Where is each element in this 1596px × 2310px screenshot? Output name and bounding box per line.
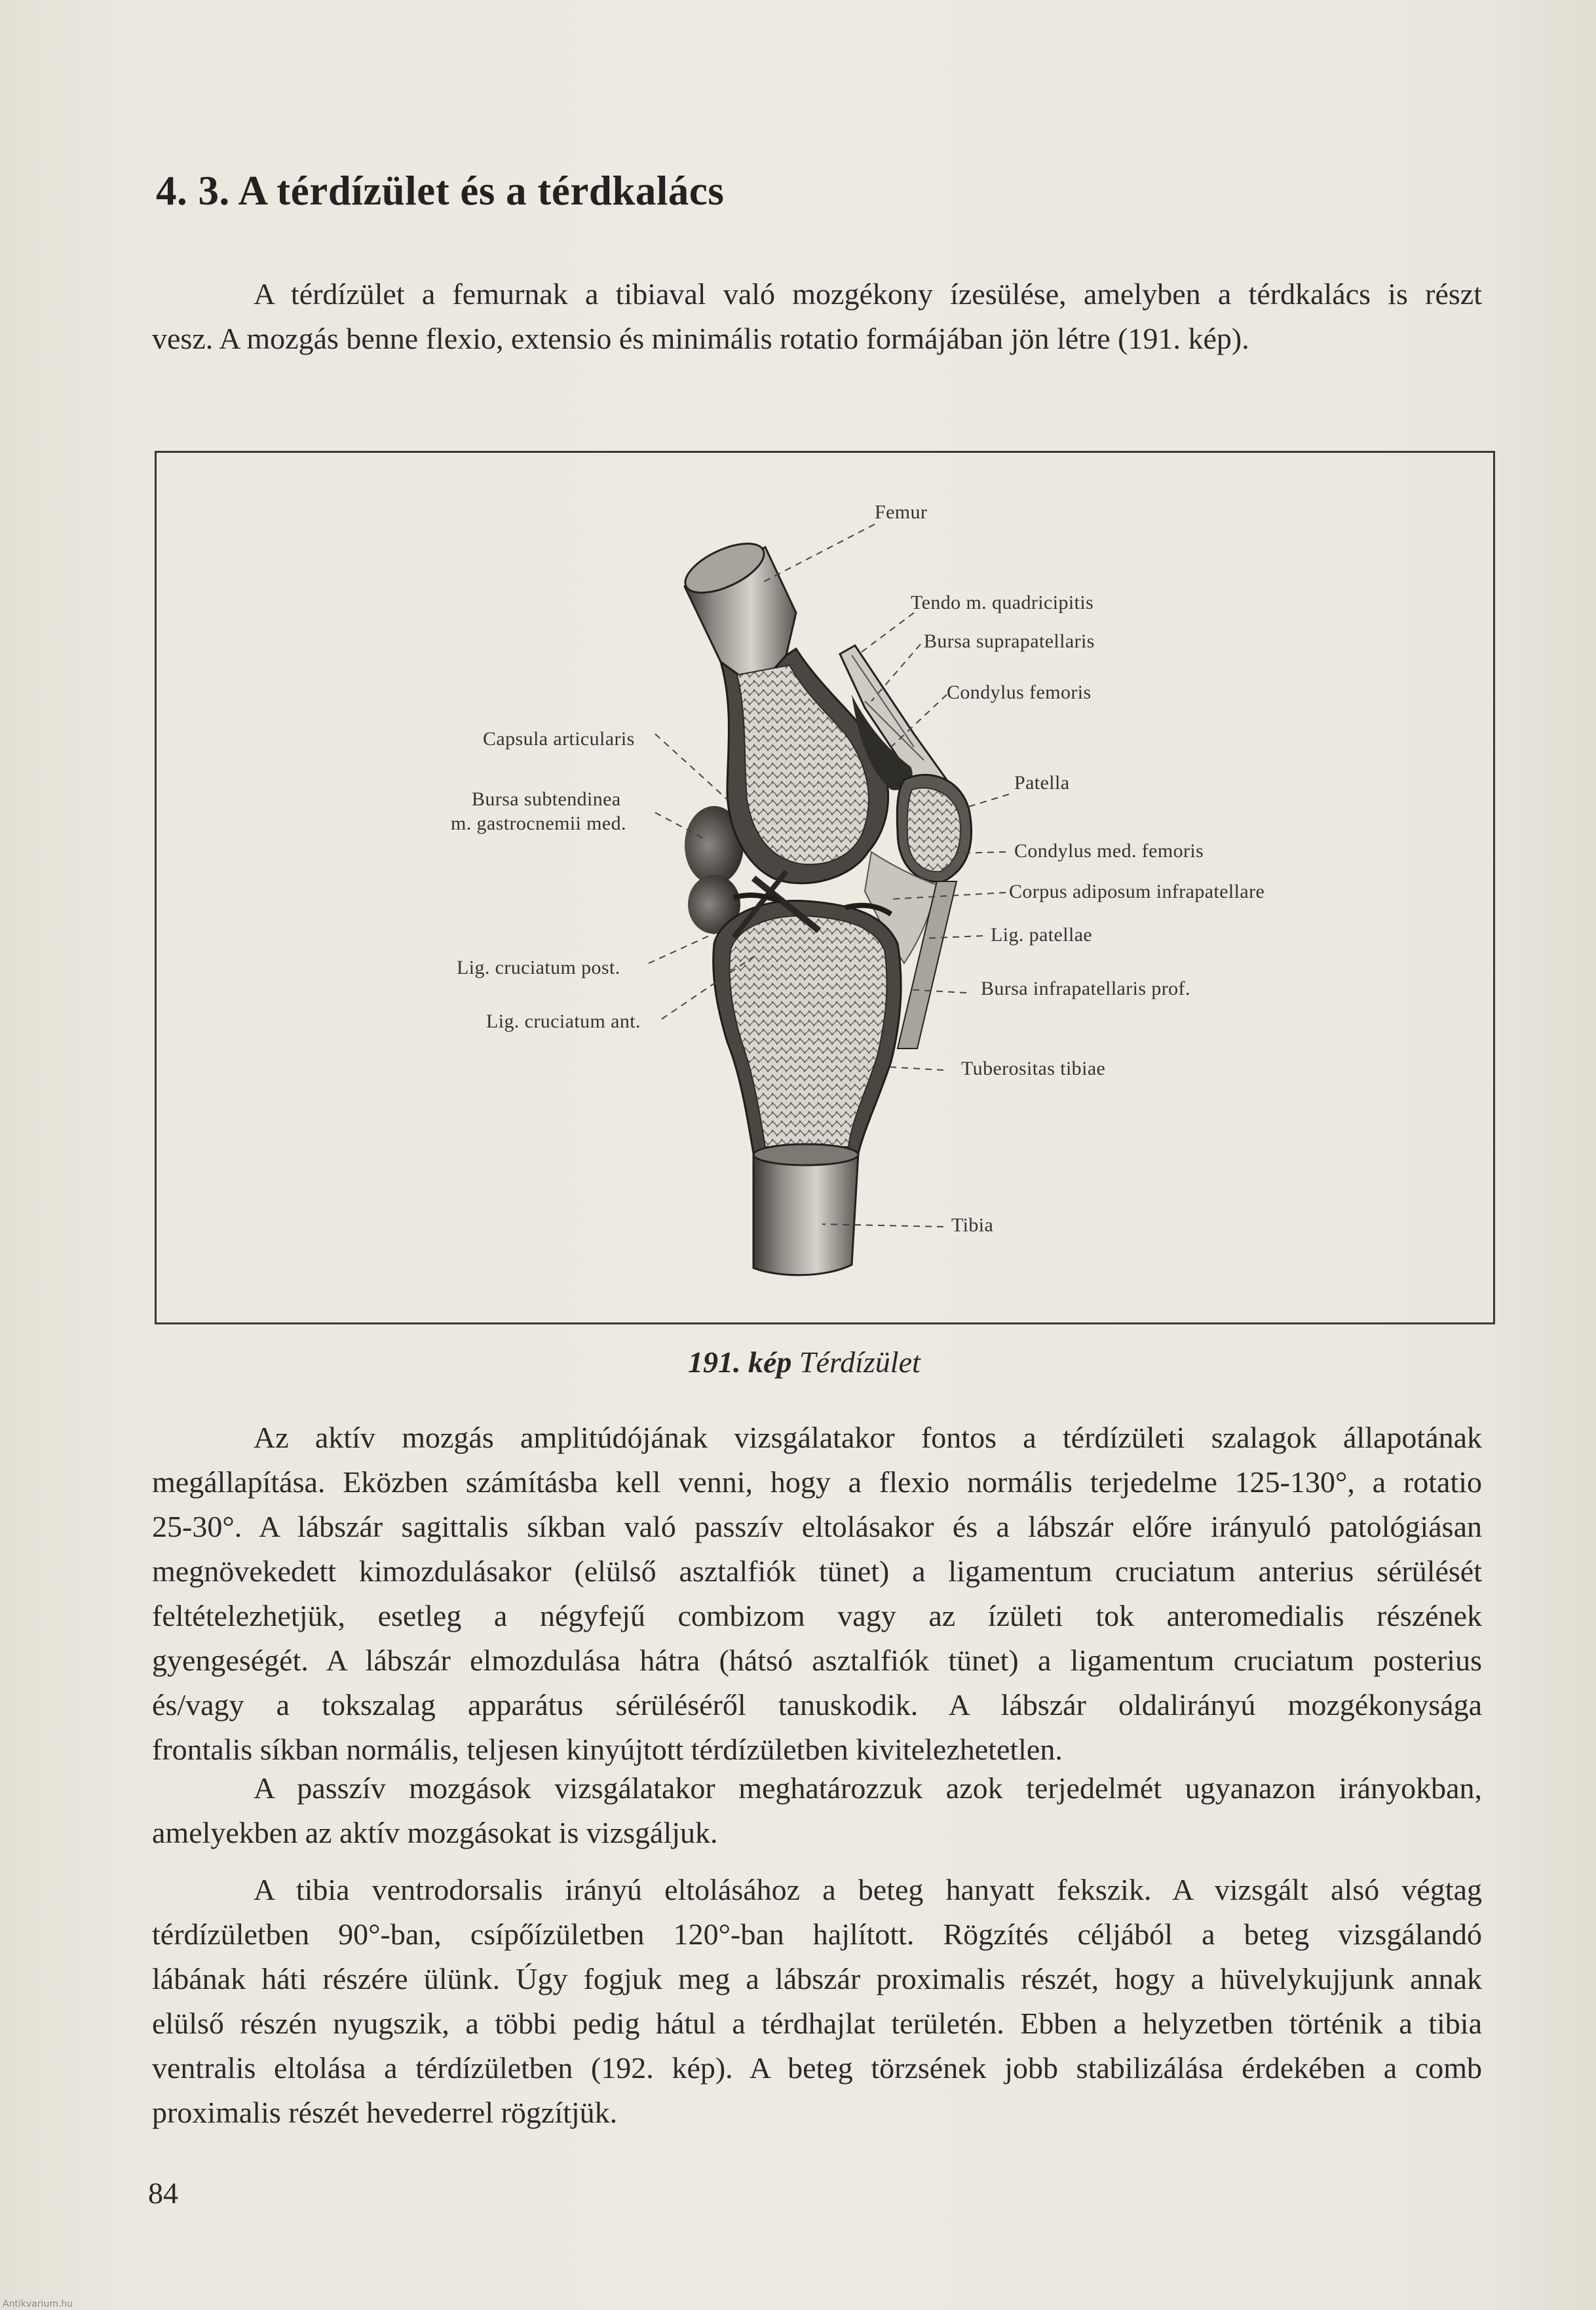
paragraph-passive-motion xyxy=(152,1766,1482,1855)
label-tuberositas: Tuberositas tibiae xyxy=(961,1058,1106,1079)
text-line: térdízületben 90°-ban, csípőízületben 120°-ban hajlított. Rögzítés céljából a beteg vizsgálandó xyxy=(152,1917,1482,1951)
text-line: A passzív mozgások vizsgálatakor meghatározzuk azok terjedelmét ugyanazon irányokban, xyxy=(254,1771,1482,1805)
text-line: gyengeségét. A lábszár elmozdulása hátra (hátsó asztalfiók tünet) a ligamentum cruciatum posterius xyxy=(152,1644,1482,1677)
text-line: 25-30°. A lábszár sagittalis síkban való passzív eltolásakor és a lábszár előre irányuló patológiásan xyxy=(152,1510,1482,1543)
label-patella: Patella xyxy=(1014,772,1070,794)
section-heading: 4. 3. A térdízület és a térdkalács xyxy=(156,168,725,214)
watermark: Antikvarium.hu xyxy=(3,2299,73,2309)
text-line: és/vagy a tokszalag apparátus sérüléséről tanuskodik. A lábszár oldalirányú mozgékonysága xyxy=(152,1688,1482,1722)
text-line: A tibia ventrodorsalis irányú eltolásához a beteg hanyatt fekszik. A vizsgált alsó végtag xyxy=(254,1873,1482,1906)
text-line: megállapítása. Eközben számításba kell venni, hogy a flexio normális terjedelme 125-130°, a rotatio xyxy=(152,1465,1482,1499)
label-lig-patellae: Lig. patellae xyxy=(991,924,1093,946)
label-lig-cruciatum-ant: Lig. cruciatum ant. xyxy=(486,1011,641,1032)
caption-number: 191. kép xyxy=(688,1345,792,1379)
label-corpus-adiposum: Corpus adiposum infrapatellare xyxy=(1009,881,1265,902)
caption-text: Térdízület xyxy=(791,1345,921,1379)
text-line: megnövekedett kimozdulásakor (elülső asztalfiók tünet) a ligamentum cruciatum anterius sérülését xyxy=(152,1554,1482,1588)
text-line: frontalis síkban normális, teljesen kinyújtott térdízületben kivitelezhetetlen. xyxy=(152,1733,1063,1766)
tibia-shaft xyxy=(753,1144,858,1275)
text-line: A térdízület a femurnak a tibiaval való mozgékony ízesülése, amelyben a térdkalács is részt xyxy=(254,277,1482,311)
text-line: elülső részén nyugszik, a többi pedig hátul a térdhajlat területén. Ebben a helyzetben történik a tibia xyxy=(152,2007,1482,2040)
figure-caption xyxy=(688,1345,921,1379)
label-condylus-femoris: Condylus femoris xyxy=(947,682,1092,703)
text-line: lábának háti részére ülünk. Úgy fogjuk meg a lábszár proximalis részét, hogy a hüvelykujjunk annak xyxy=(152,1962,1482,1995)
text-line: feltételezhetjük, esetleg a négyfejű combizom vagy az ízületi tok anteromedialis részének xyxy=(152,1599,1482,1632)
label-condylus-med: Condylus med. femoris xyxy=(1014,840,1204,862)
label-capsula: Capsula articularis xyxy=(483,728,635,750)
paragraph-tibia-translation xyxy=(152,1868,1482,2135)
label-femur: Femur xyxy=(875,501,928,523)
text-line: Az aktív mozgás amplitúdójának vizsgálatakor fontos a térdízületi szalagok állapotának xyxy=(254,1421,1482,1454)
text-line: ventralis eltolása a térdízületben (192. kép). A beteg törzsének jobb stabilizálása érdekében a comb xyxy=(152,2051,1482,2085)
text-line: amelyekben az aktív mozgásokat is vizsgáljuk. xyxy=(152,1816,718,1849)
label-bursa-infrapatellaris: Bursa infrapatellaris prof. xyxy=(981,978,1190,999)
page-number: 84 xyxy=(148,2176,178,2210)
paragraph-active-motion xyxy=(152,1415,1482,1772)
text-line: proximalis részét hevederrel rögzítjük. xyxy=(152,2096,618,2129)
label-bursa-suprapatellaris: Bursa suprapatellaris xyxy=(924,630,1095,652)
patella xyxy=(897,775,971,881)
label-bursa-subtendinea: Bursa subtendinea xyxy=(472,788,621,810)
label-tibia: Tibia xyxy=(951,1214,994,1236)
label-tendo: Tendo m. quadricipitis xyxy=(911,592,1094,613)
text-line: vesz. A mozgás benne flexio, extensio és minimális rotatio formájában jön létre (191. kép). xyxy=(152,322,1249,355)
label-gastrocnemii: m. gastrocnemii med. xyxy=(451,813,626,834)
label-lig-cruciatum-post: Lig. cruciatum post. xyxy=(457,957,620,978)
meniscus-posterior xyxy=(734,895,780,901)
